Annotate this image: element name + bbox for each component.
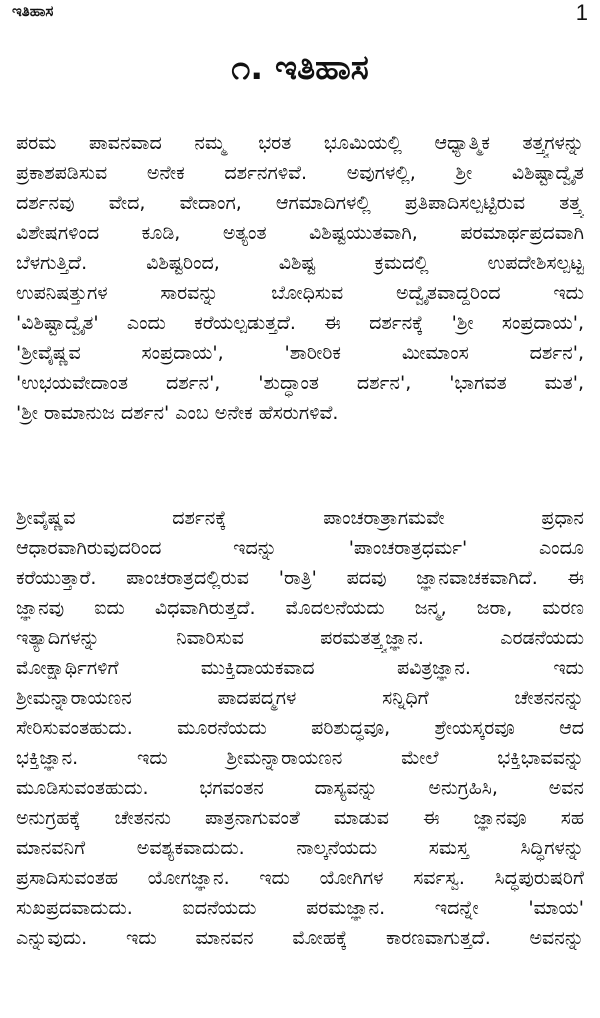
- running-header-title: ಇತಿಹಾಸ: [12, 2, 54, 20]
- text-line: ಉಪನಿಷತ್ತುಗಳ ಸಾರವನ್ನು ಬೋಧಿಸುವ ಅದ್ವೈತವಾದ್ದರಿಂದ ಇದು: [16, 282, 584, 304]
- text-line: 'ವಿಶಿಷ್ಟಾದ್ವೈತ' ಎಂದು ಕರೆಯಲ್ಪಡುತ್ತದೆ. ಈ ದರ್ಶನಕ್ಕೆ 'ಶ್ರೀ ಸಂಪ್ರದಾಯ',: [16, 312, 584, 334]
- text-line: ಅನುಗ್ರಹಕ್ಕೆ ಚೇತನನು ಪಾತ್ರನಾಗುವಂತೆ ಮಾಡುವ ಈ ಜ್ಞಾನವೂ ಸಹ: [16, 807, 584, 829]
- paragraph-2: [16, 503, 584, 953]
- text-line: ವಿಶೇಷಗಳಿಂದ ಕೂಡಿ, ಅತ್ಯಂತ ವಿಶಿಷ್ಟಯುತವಾಗಿ, ಪರಮಾರ್ಥಪ್ರದವಾಗಿ: [16, 222, 584, 244]
- paragraph-1: [16, 128, 584, 428]
- text-line: ಪ್ರಸಾದಿಸುವಂತಹ ಯೋಗಜ್ಞಾನ. ಇದು ಯೋಗಿಗಳ ಸರ್ವಸ್ವ. ಸಿದ್ಧಪುರುಷರಿಗೆ: [16, 867, 584, 889]
- text-line: ಮೂಡಿಸುವಂತಹುದು. ಭಗವಂತನ ದಾಸ್ಯವನ್ನು ಅನುಗ್ರಹಿಸಿ, ಅವನ: [16, 777, 584, 799]
- text-line: ದರ್ಶನವು ವೇದ, ವೇದಾಂಗ, ಆಗಮಾದಿಗಳಲ್ಲಿ ಪ್ರತಿಪಾದಿಸಲ್ಪಟ್ಟಿರುವ ತತ್ತ್ವ: [16, 192, 584, 214]
- text-line: 'ಶ್ರೀ ರಾಮಾನುಜ ದರ್ಶನ' ಎಂಬ ಅನೇಕ ಹೆಸರುಗಳಿವೆ.: [16, 402, 339, 424]
- text-line: ಸುಖಪ್ರದವಾದುದು. ಐದನೆಯದು ಪರಮಜ್ಞಾನ. ಇದನ್ನೇ 'ಮಾಯ': [16, 897, 584, 919]
- text-line: ಪ್ರಕಾಶಪಡಿಸುವ ಅನೇಕ ದರ್ಶನಗಳಿವೆ. ಅವುಗಳಲ್ಲಿ, ಶ್ರೀ ವಿಶಿಷ್ಟಾದ್ವೈತ: [16, 162, 584, 184]
- text-line: ಕರೆಯುತ್ತಾರೆ. ಪಾಂಚರಾತ್ರದಲ್ಲಿರುವ 'ರಾತ್ರಿ' ಪದವು ಜ್ಞಾನವಾಚಕವಾಗಿದೆ. ಈ: [16, 567, 584, 589]
- text-line: ಪರಮ ಪಾವನವಾದ ನಮ್ಮ ಭರತ ಭೂಮಿಯಲ್ಲಿ ಆಧ್ಯಾತ್ಮಿಕ ತತ್ತ್ವಗಳನ್ನು: [16, 132, 584, 154]
- text-line: ಮಾನವನಿಗೆ ಅವಶ್ಯಕವಾದುದು. ನಾಲ್ಕನೆಯದು ಸಮಸ್ತ ಸಿದ್ಧಿಗಳನ್ನು: [16, 837, 584, 859]
- text-line: 'ಶ್ರೀವೈಷ್ಣವ ಸಂಪ್ರದಾಯ', 'ಶಾರೀರಿಕ ಮೀಮಾಂಸ ದರ್ಶನ',: [16, 342, 584, 364]
- chapter-title: ೧. ಇತಿಹಾಸ: [231, 48, 369, 88]
- text-line: ಶ್ರೀವೈಷ್ಣವ ದರ್ಶನಕ್ಕೆ ಪಾಂಚರಾತ್ರಾಗಮವೇ ಪ್ರಧಾನ: [16, 507, 584, 529]
- text-line: ಸೇರಿಸುವಂತಹುದು. ಮೂರನೆಯದು ಪರಿಶುದ್ಧವೂ, ಶ್ರೇಯಸ್ಕರವೂ ಆದ: [16, 717, 584, 739]
- text-line: ಆಧಾರವಾಗಿರುವುದರಿಂದ ಇದನ್ನು 'ಪಾಂಚರಾತ್ರಧರ್ಮ' ಎಂದೂ: [16, 537, 584, 559]
- text-line: ಜ್ಞಾನವು ಐದು ವಿಧವಾಗಿರುತ್ತದೆ. ಮೊದಲನೆಯದು ಜನ್ಮ, ಜರಾ, ಮರಣ: [16, 597, 584, 619]
- text-line: ಎನ್ನುವುದು. ಇದು ಮಾನವನ ಮೋಹಕ್ಕೆ ಕಾರಣವಾಗುತ್ತದೆ. ಅವನನ್ನು: [16, 927, 584, 949]
- text-line: 'ಉಭಯವೇದಾಂತ ದರ್ಶನ', 'ಶುದ್ಧಾಂತ ದರ್ಶನ', 'ಭಾಗವತ ಮತ',: [16, 372, 584, 394]
- text-line: ಇತ್ಯಾದಿಗಳನ್ನು ನಿವಾರಿಸುವ ಪರಮತತ್ತ್ವಜ್ಞಾನ. ಎರಡನೆಯದು: [16, 627, 584, 649]
- text-line: ಭಕ್ತಿಜ್ಞಾನ. ಇದು ಶ್ರೀಮನ್ನಾರಾಯಣನ ಮೇಲೆ ಭಕ್ತಿಭಾವವನ್ನು: [16, 747, 584, 769]
- text-line: ಶ್ರೀಮನ್ನಾರಾಯಣನ ಪಾದಪದ್ಮಗಳ ಸನ್ನಿಧಿಗೆ ಚೇತನನನ್ನು: [16, 687, 584, 709]
- page-number: 1: [575, 0, 588, 25]
- text-line: ಬೆಳಗುತ್ತಿದೆ. ವಿಶಿಷ್ಟರಿಂದ, ವಿಶಿಷ್ಟ ಕ್ರಮದಲ್ಲಿ ಉಪದೇಶಿಸಲ್ಪಟ್ಟ: [16, 252, 584, 274]
- text-line: ಮೋಕ್ಷಾರ್ಥಿಗಳಿಗೆ ಮುಕ್ತಿದಾಯಕವಾದ ಪವಿತ್ರಜ್ಞಾನ. ಇದು: [16, 657, 584, 679]
